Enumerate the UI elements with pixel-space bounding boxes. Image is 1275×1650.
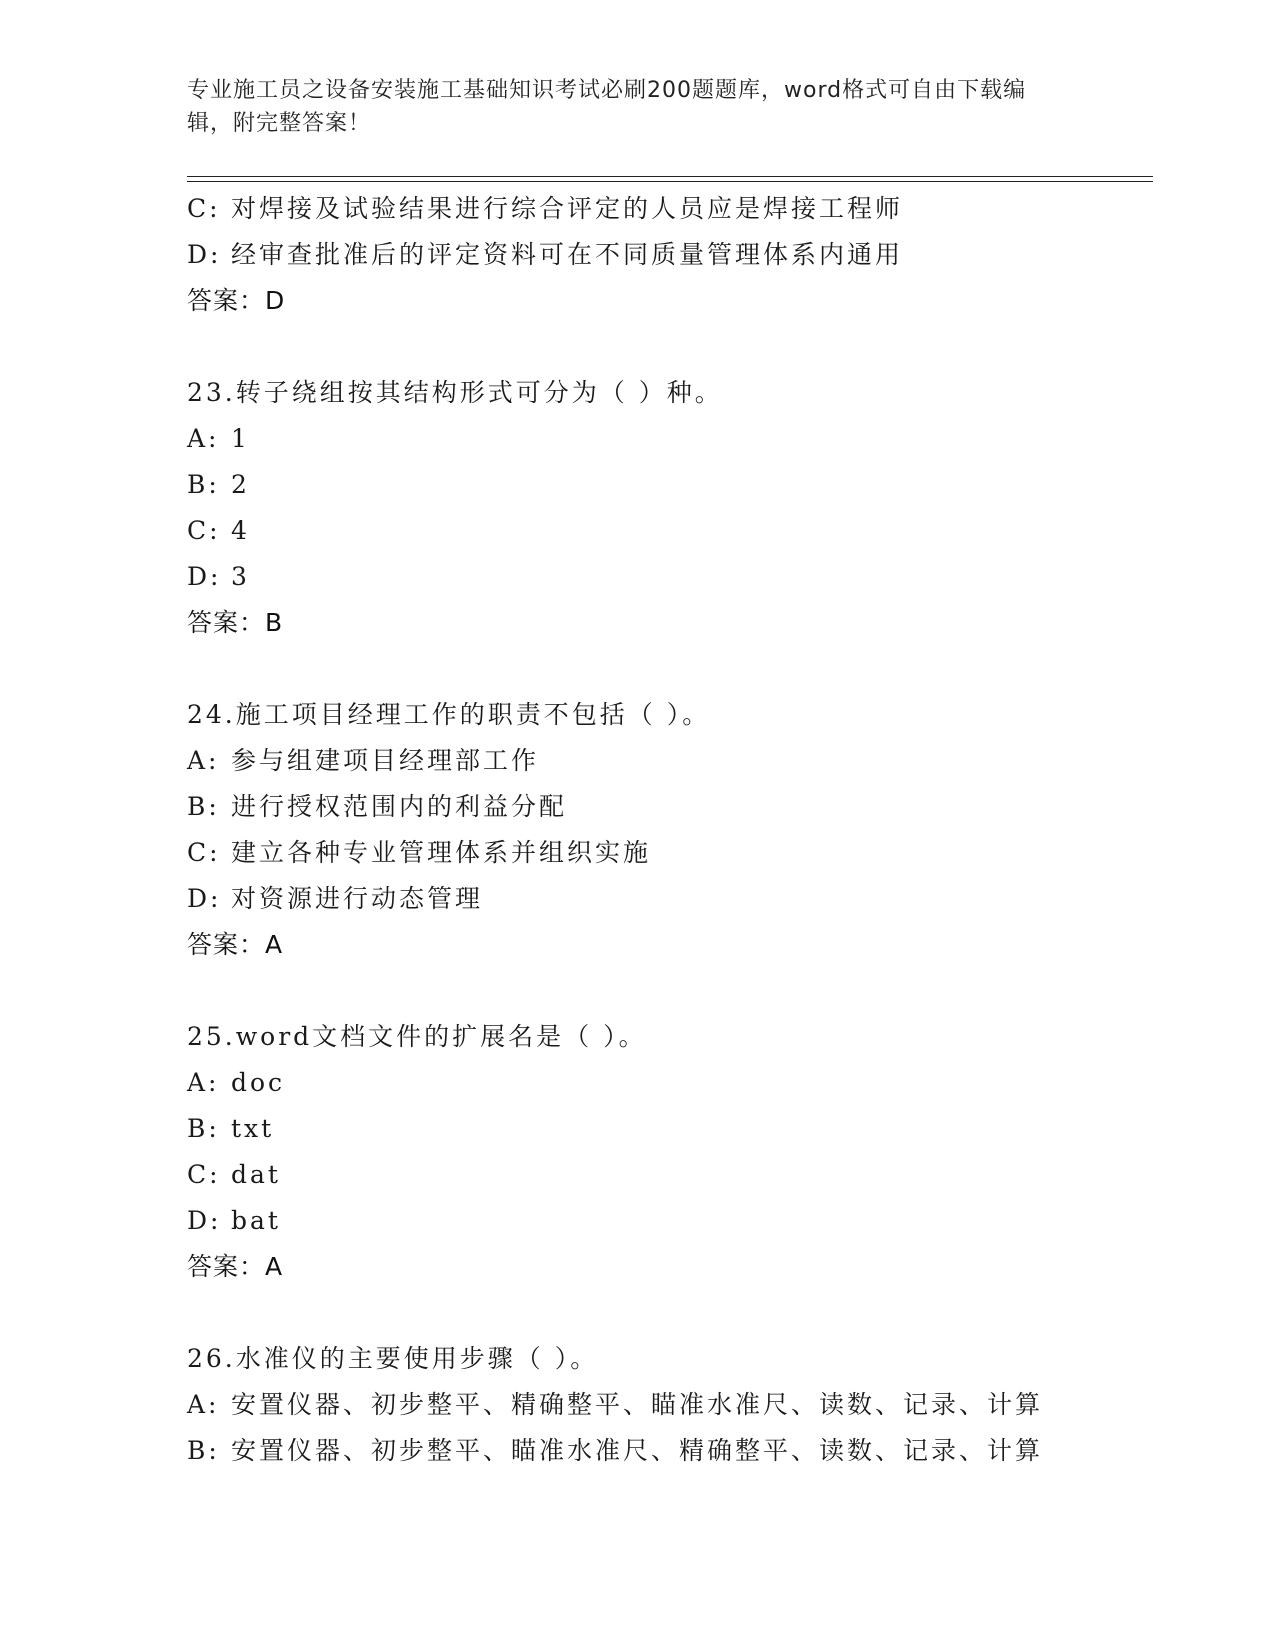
- option-c: C: 建立各种专业管理体系并组织实施: [187, 838, 652, 867]
- answer: 答案：A: [187, 930, 284, 959]
- option-a: A: 安置仪器、初步整平、精确整平、瞄准水准尺、读数、记录、计算: [187, 1390, 1044, 1419]
- option-d: D: 3: [187, 562, 250, 591]
- option-b: B: 2: [187, 470, 250, 499]
- question-stem: 26.水准仪的主要使用步骤（ ）。: [187, 1344, 599, 1373]
- option-a: A: doc: [187, 1068, 286, 1097]
- option-b: B: txt: [187, 1114, 275, 1143]
- option-c: C: 对焊接及试验结果进行综合评定的人员应是焊接工程师: [187, 194, 904, 223]
- option-a: A: 1: [187, 424, 250, 453]
- question-stem: 23.转子绕组按其结构形式可分为（ ）种。: [187, 378, 723, 407]
- option-b: B: 安置仪器、初步整平、瞄准水准尺、精确整平、读数、记录、计算: [187, 1436, 1044, 1465]
- option-b: B: 进行授权范围内的利益分配: [187, 792, 568, 821]
- option-a: A: 参与组建项目经理部工作: [187, 746, 540, 775]
- spacer: [187, 968, 1187, 1014]
- option-d: D: 经审查批准后的评定资料可在不同质量管理体系内通用: [187, 240, 904, 269]
- question-stem: 25.word文档文件的扩展名是（ ）。: [187, 1022, 647, 1051]
- option-d: D: bat: [187, 1206, 281, 1235]
- header-divider-top: [187, 176, 1153, 177]
- answer: 答案：D: [187, 286, 286, 315]
- header-divider-bottom: [187, 181, 1153, 182]
- document-title: 专业施工员之设备安装施工基础知识考试必刷200题题库，word格式可自由下载编辑，附完整答案！: [187, 78, 1027, 136]
- question-list: [187, 186, 1187, 1474]
- option-d: D: 对资源进行动态管理: [187, 884, 484, 913]
- answer: 答案：B: [187, 608, 284, 637]
- answer: 答案：A: [187, 1252, 284, 1281]
- spacer: [187, 324, 1187, 370]
- spacer: [187, 646, 1187, 692]
- question-stem: 24.施工项目经理工作的职责不包括（ ）。: [187, 700, 711, 729]
- option-c: C: dat: [187, 1160, 281, 1189]
- spacer: [187, 1290, 1187, 1336]
- option-c: C: 4: [187, 516, 250, 545]
